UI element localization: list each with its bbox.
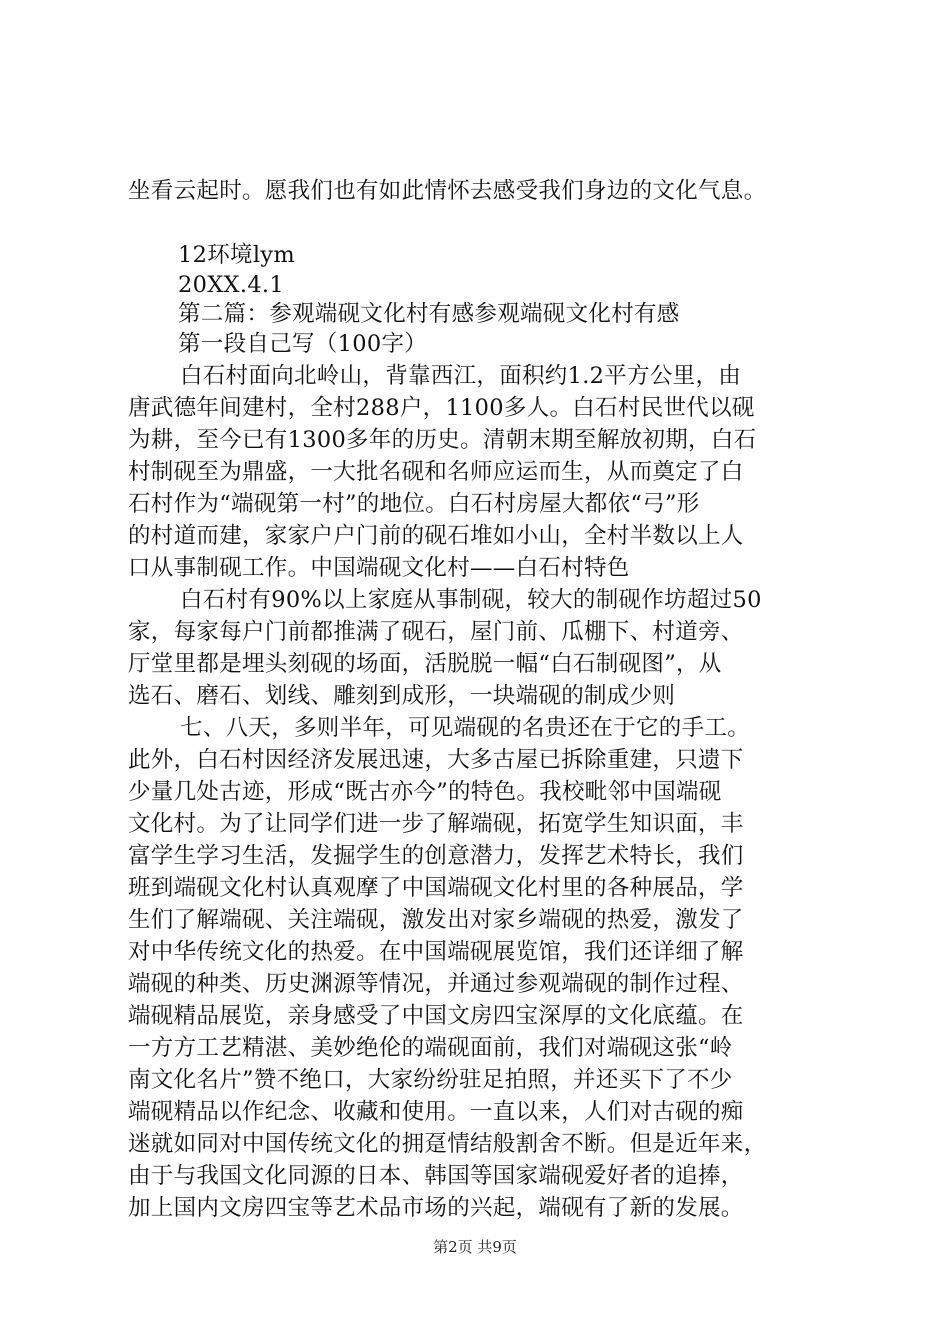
text-line: 少量几处古迹，形成“既古亦今”的特色。我校毗邻中国端砚	[128, 779, 722, 805]
text-line: 为耕，至今已有1300多年的历史。清朝末期至解放初期，白石	[128, 427, 757, 453]
text-line: 班到端砚文化村认真观摩了中国端砚文化村里的各种展品，学	[128, 875, 744, 901]
text-line: 端砚的种类、历史渊源等情况，并通过参观端砚的制作过程、	[128, 971, 744, 997]
text-line: 一方方工艺精湛、美妙绝伦的端砚面前，我们对端砚这张“岭	[128, 1035, 733, 1061]
subheading: 第一段自己写（100字）	[178, 331, 428, 357]
text-line: 端砚精品展览，亲身感受了中国文房四宝深厚的文化底蕴。在	[128, 1003, 744, 1029]
text-line: 的村道而建，家家户户门前的砚石堆如小山，全村半数以上人	[128, 523, 744, 549]
text-line: 石村作为“端砚第一村”的地位。白石村房屋大都依“弓”形	[128, 491, 700, 517]
text-line: 端砚精品以作纪念、收藏和使用。一直以来，人们对古砚的痴	[128, 1099, 744, 1125]
text-line: 白石村有90%以上家庭从事制砚，较大的制砚作坊超过50	[180, 587, 762, 613]
text-line: 厅堂里都是埋头刻砚的场面，活脱脱一幅“白石制砚图”，从	[128, 651, 722, 677]
text-line: 由于与我国文化同源的日本、韩国等国家端砚爱好者的追捧，	[128, 1163, 744, 1189]
text-line: 白石村面向北岭山，背靠西江，面积约1.2平方公里，由	[180, 363, 742, 389]
date-line: 20XX.4.1	[178, 272, 285, 298]
text-line: 村制砚至为鼎盛，一大批名砚和名师应运而生，从而奠定了白	[128, 459, 744, 485]
text-line: 口从事制砚工作。中国端砚文化村——白石村特色	[128, 555, 630, 581]
text-line: 家，每家每户门前都推满了砚石，屋门前、瓜棚下、村道旁、	[128, 619, 744, 645]
text-line: 生们了解端砚、关注端砚，激发出对家乡端砚的热爱，激发了	[128, 907, 744, 933]
text-line: 文化村。为了让同学们进一步了解端砚，拓宽学生知识面，丰	[128, 811, 744, 837]
text-line: 南文化名片”赞不绝口，大家纷纷驻足拍照，并还买下了不少	[128, 1067, 733, 1093]
page-number-footer: 第2页 共9页	[433, 1238, 517, 1256]
text-line: 对中华传统文化的热爱。在中国端砚展览馆，我们还详细了解	[128, 939, 744, 965]
text-line: 富学生学习生活，发掘学生的创意潜力，发挥艺术特长，我们	[128, 843, 744, 869]
text-line: 坐看云起时。愿我们也有如此情怀去感受我们身边的文化气息。	[128, 178, 767, 204]
text-line: 此外，白石村因经济发展迅速，大多古屋已拆除重建，只遗下	[128, 747, 744, 773]
text-line: 唐武德年间建村，全村288户，1100多人。白石村民世代以砚	[128, 395, 755, 421]
text-line: 加上国内文房四宝等艺术品市场的兴起，端砚有了新的发展。	[128, 1195, 744, 1221]
text-line: 迷就如同对中国传统文化的拥趸情结般割舍不断。但是近年来，	[128, 1131, 767, 1157]
text-line: 选石、磨石、划线、雕刻到成形，一块端砚的制成少则	[128, 683, 676, 709]
text-line: 七、八天，多则半年，可见端砚的名贵还在于它的手工。	[180, 715, 751, 741]
class-author-line: 12环境lym	[178, 242, 295, 268]
section-heading: 第二篇：参观端砚文化村有感参观端砚文化村有感	[178, 301, 680, 327]
